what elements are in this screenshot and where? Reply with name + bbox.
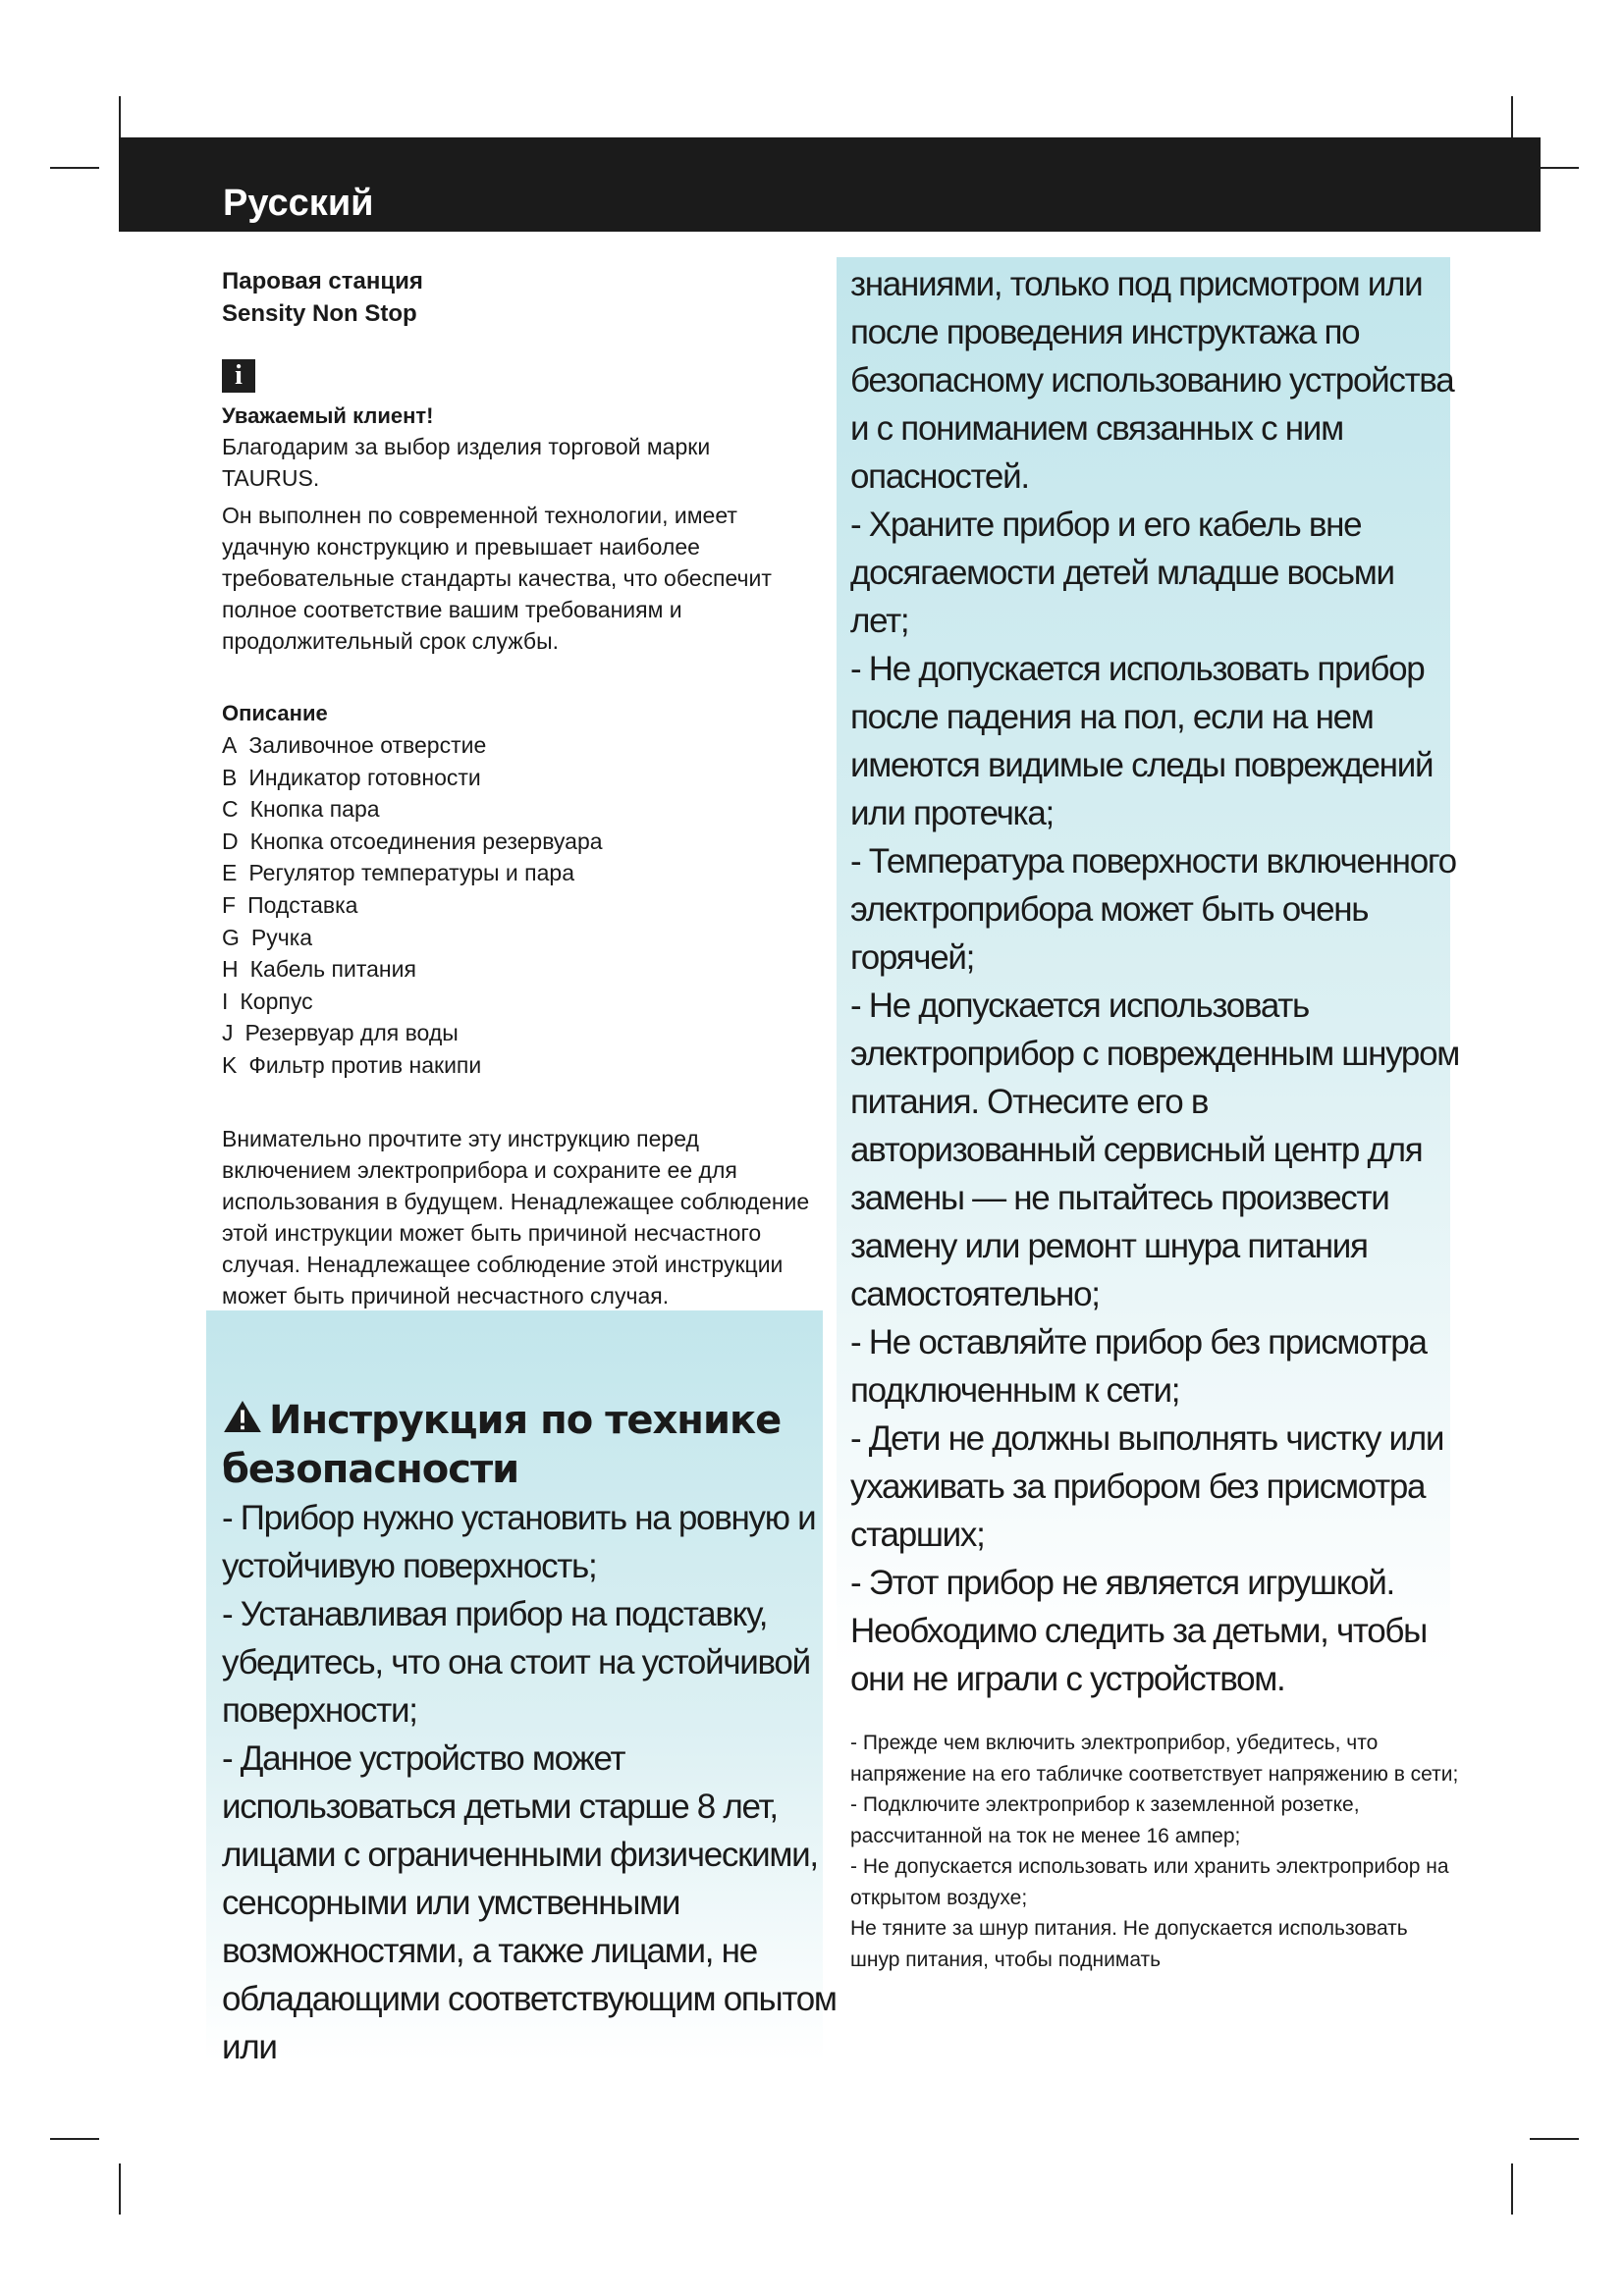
crop-mark	[50, 167, 99, 169]
item-letter: E	[222, 860, 238, 886]
item-text: Подставка	[247, 891, 358, 918]
item-text: Корпус	[240, 988, 313, 1014]
safety-item: - Устанавливая прибор на подставку, убедитесь, что она стоит на устойчивой поверхности;	[222, 1595, 810, 1730]
safety-item: знаниями, только под присмотром или после проведения инструктажа по безопасному использованию устройства и с пониманием связанных с ним опасностей.	[850, 265, 1454, 496]
item-text: Фильтр против накипи	[248, 1051, 482, 1078]
safety-item: - Прибор нужно установить на ровную и устойчивую поверхность;	[222, 1499, 816, 1585]
crop-mark	[119, 2163, 121, 2215]
list-item	[222, 986, 811, 1018]
safety-item: - Температура поверхности включенного электроприбора может быть очень горячей;	[850, 842, 1456, 977]
crop-mark	[50, 2138, 99, 2140]
item-letter: D	[222, 828, 239, 854]
safety-section-continued	[850, 260, 1459, 1703]
safety-item: - Не допускается использовать прибор после падения на пол, если на нем имеются видимые следы повреждений или протечка;	[850, 650, 1434, 832]
item-letter: G	[222, 924, 240, 950]
safety-section	[222, 1396, 850, 2071]
crop-mark	[1511, 2163, 1513, 2215]
item-letter: A	[222, 732, 238, 758]
safety-item: - Не допускается использовать электроприбор с поврежденным шнуром питания. Отнесите его в авторизованный сервисный центр для замены — не пытайтесь произвести замену или ремонт шнура питания самостоятельно;	[850, 987, 1459, 1313]
list-item	[222, 857, 811, 889]
item-text: Регулятор температуры и пара	[248, 860, 574, 886]
item-text: Кнопка отсоединения резервуара	[249, 828, 603, 854]
list-item	[222, 793, 811, 826]
description-heading: Описание	[222, 701, 328, 725]
safety-item: - Дети не должны выполнять чистку или ухаживать за прибором без присмотра старших;	[850, 1419, 1444, 1554]
safety-item: - Этот прибор не является игрушкой. Необходимо следить за детьми, чтобы они не играли с устройством.	[850, 1564, 1428, 1698]
crop-mark	[1530, 2138, 1579, 2140]
list-item	[222, 729, 811, 762]
header-bar	[119, 137, 1541, 232]
greeting-heading: Уважаемый клиент!	[222, 403, 434, 428]
warning-triangle-icon	[222, 1400, 263, 1433]
additional-notes	[850, 1728, 1459, 1975]
safety-item: - Храните прибор и его кабель вне досягаемости детей младше восьми лет;	[850, 506, 1394, 640]
read-instructions-text: Внимательно прочтите эту инструкцию перед включением электроприбора и сохраните ее для использования в будущем. Ненадлежащее соблюдение этой инструкции может быть причиной несчастного случая. Ненадлежащее соблюдение этой инструкции может быть причиной несчастного случая.	[222, 1125, 810, 1308]
greeting-paragraph: Благодарим за выбор изделия торговой марки TAURUS.	[222, 434, 711, 491]
list-item	[222, 953, 811, 986]
item-letter: C	[222, 796, 239, 823]
note-item: - Не допускается использовать или хранить электроприбор на открытом воздухе;	[850, 1855, 1449, 1909]
note-item: - Прежде чем включить электроприбор, убедитесь, что напряжение на его табличке соответствует напряжению в сети;	[850, 1732, 1459, 1786]
safety-item: - Не оставляйте прибор без присмотра подключенным к сети;	[850, 1323, 1427, 1410]
safety-heading	[222, 1396, 850, 1494]
list-item	[222, 889, 811, 922]
list-item	[222, 1049, 811, 1082]
item-text: Заливочное отверстие	[248, 732, 487, 758]
list-item	[222, 826, 811, 858]
item-letter: B	[222, 764, 238, 790]
note-item: - Подключите электроприбор к заземленной розетке, рассчитанной на ток не менее 16 ампер;	[850, 1793, 1360, 1847]
description-list	[222, 729, 811, 1082]
product-type: Паровая станция	[222, 268, 423, 294]
note-item: Не тяните за шнур питания. Не допускается использовать шнур питания, чтобы поднимать	[850, 1917, 1408, 1971]
item-text: Резервуар для воды	[244, 1020, 459, 1046]
language-title: Русский	[223, 183, 374, 224]
safety-item: - Данное устройство может использоваться детьми старше 8 лет, лицами с ограниченными физическими, сенсорными или умственными возможностями, а также лицами, не обладающими соответствующим опытом или	[222, 1739, 837, 2066]
list-item	[222, 1017, 811, 1049]
item-letter: K	[222, 1051, 238, 1078]
greeting-paragraph: Он выполнен по современной технологии, имеет удачную конструкцию и превышает наиболее требовательные стандарты качества, что обеспечит полное соответствие вашим требованиям и продолжительный срок службы.	[222, 503, 772, 654]
list-item	[222, 922, 811, 954]
item-letter: J	[222, 1020, 234, 1046]
info-icon: i	[222, 359, 255, 393]
list-item	[222, 762, 811, 794]
item-text: Кабель питания	[249, 956, 416, 983]
item-text: Кнопка пара	[249, 796, 380, 823]
left-column	[222, 265, 811, 1311]
safety-heading-text: Инструкция по технике безопасности	[222, 1398, 782, 1492]
product-title	[222, 265, 811, 330]
item-text: Индикатор готовности	[248, 764, 481, 790]
item-text: Ручка	[250, 924, 313, 950]
item-letter: I	[222, 988, 229, 1014]
item-letter: F	[222, 891, 237, 918]
item-letter: H	[222, 956, 239, 983]
product-model: Sensity Non Stop	[222, 300, 417, 327]
